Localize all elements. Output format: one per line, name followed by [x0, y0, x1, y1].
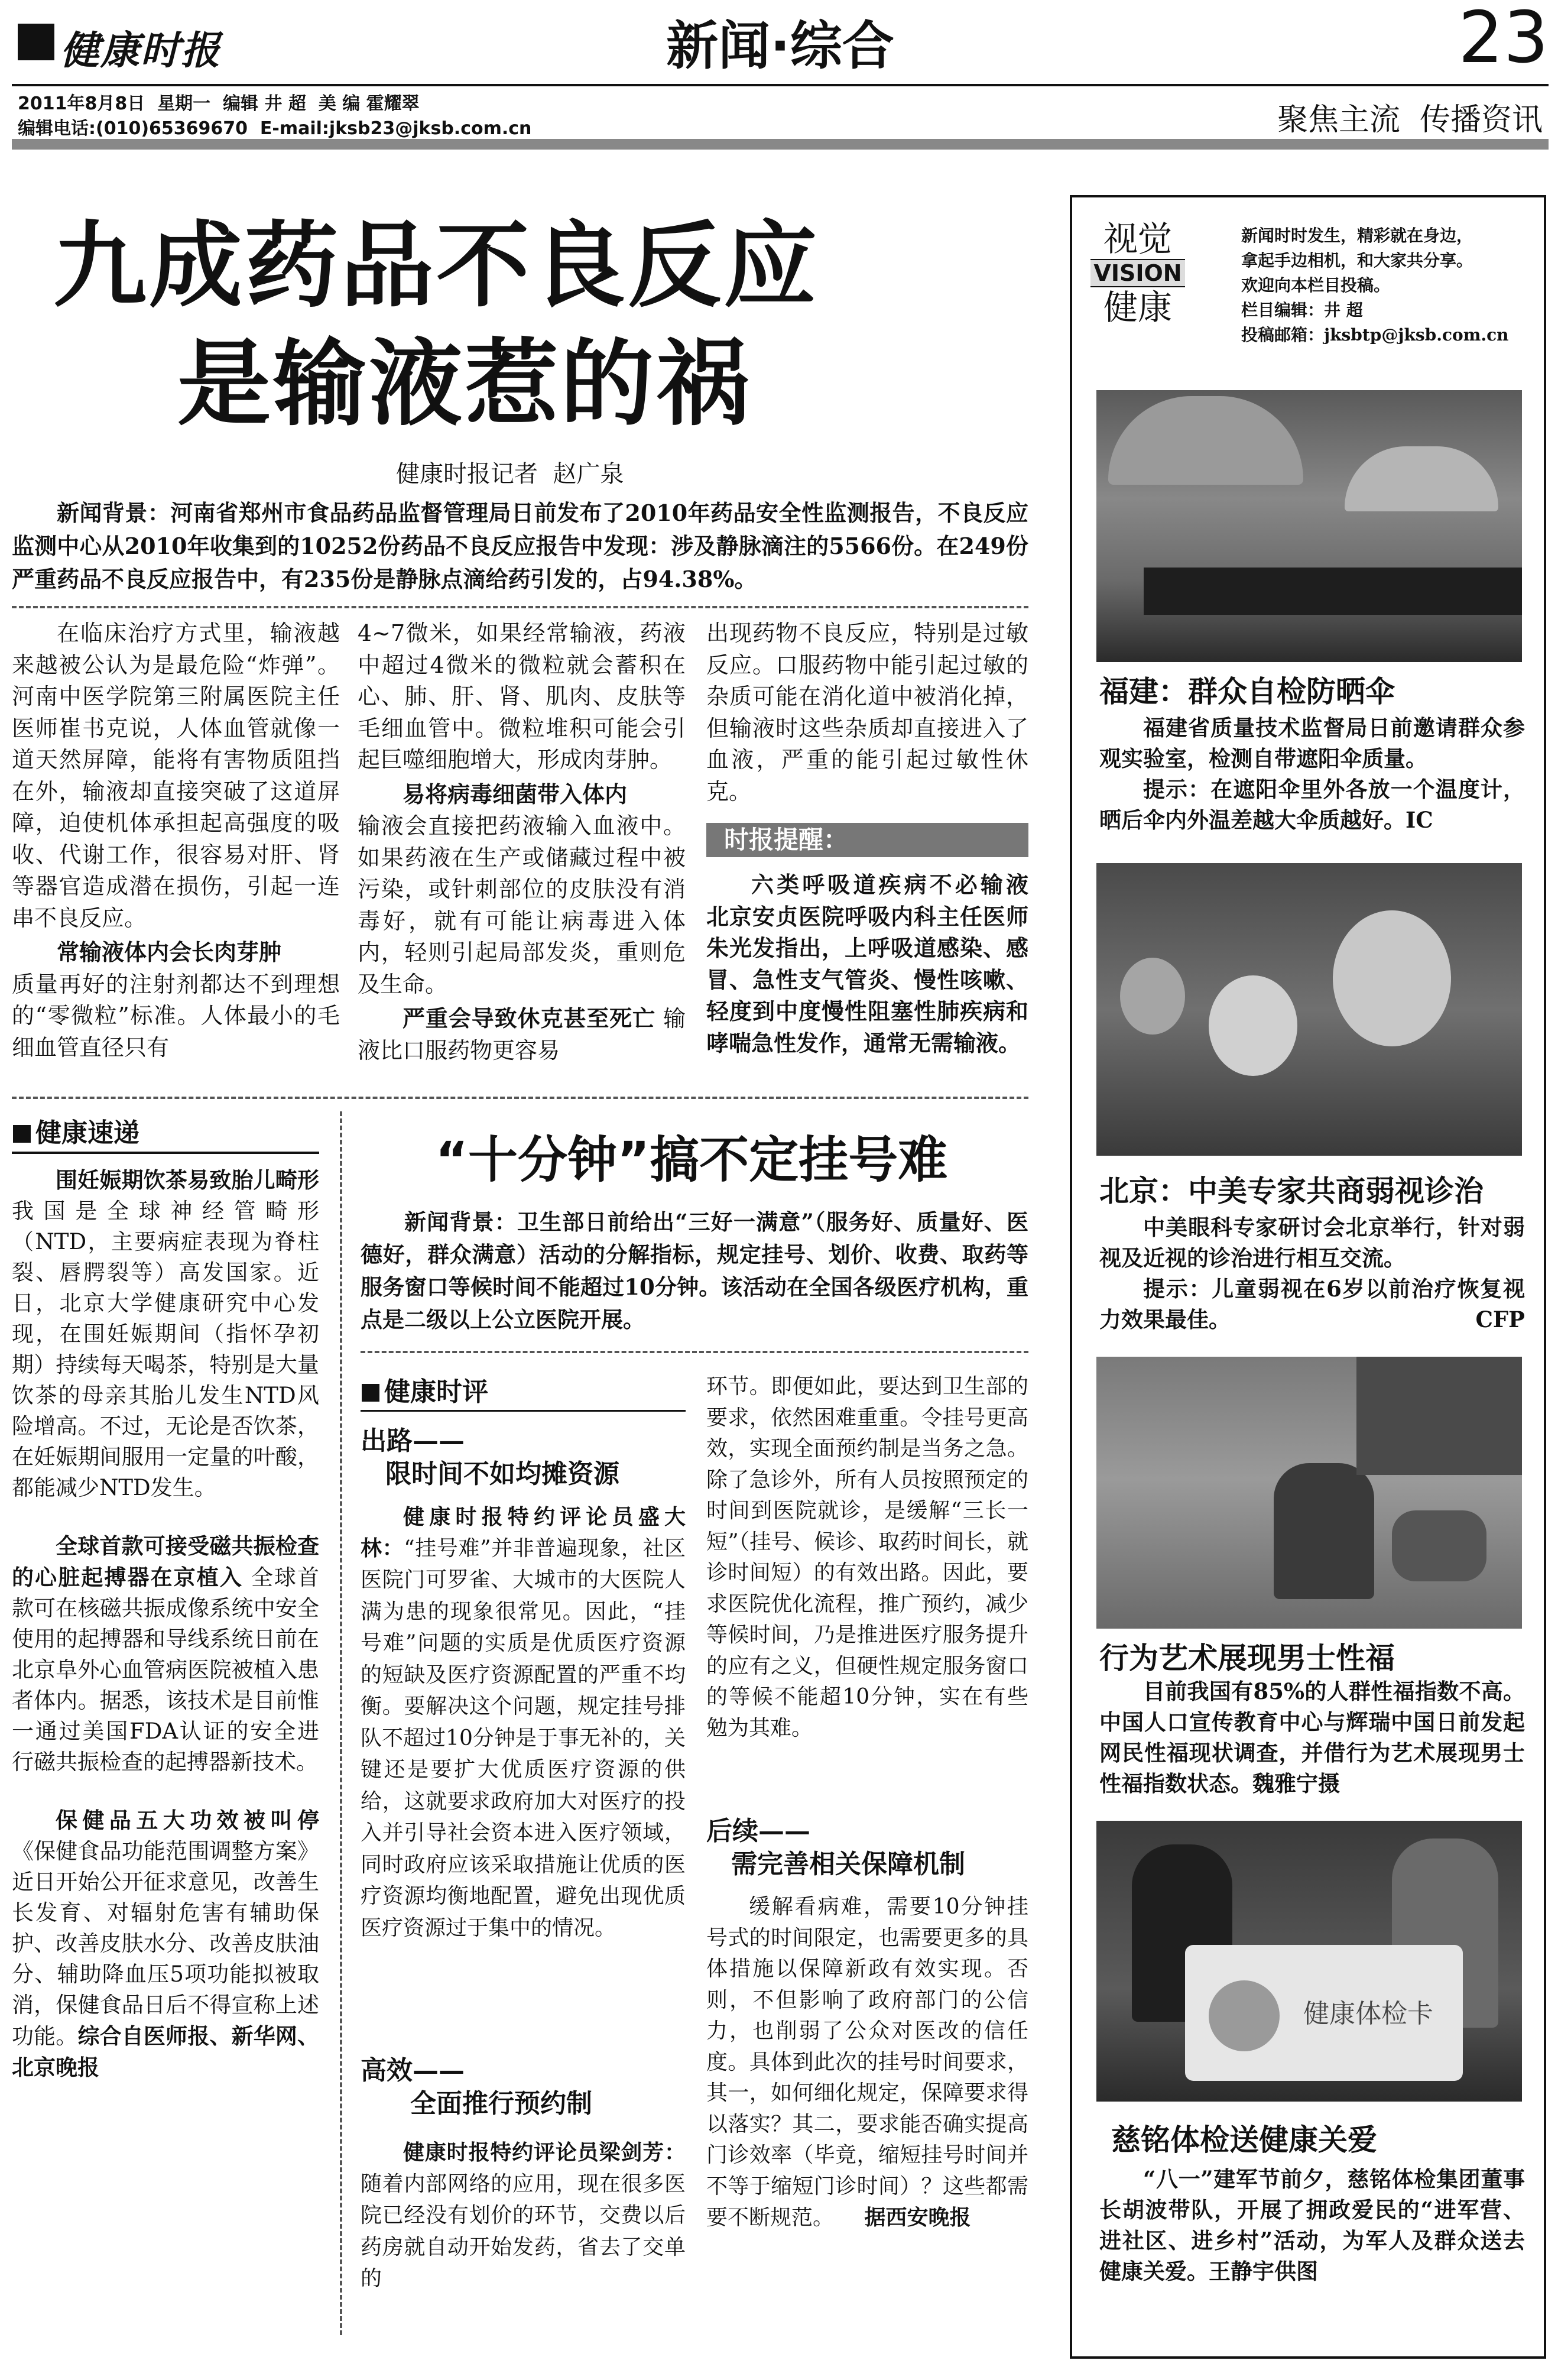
registration-column-1 — [361, 1502, 686, 1946]
sub1-heading-a: 出路—— — [361, 1426, 465, 1456]
performer-figure-2 — [1392, 1510, 1486, 1581]
photo4-credit: 王静宇供图 — [1209, 2258, 1318, 2284]
vision-title-en: VISION — [1090, 259, 1185, 287]
sub2-heading-b: 全面推行预约制 — [410, 2089, 592, 2119]
brief-item1-title: 围妊娠期饮茶易致胎儿畸形 — [56, 1167, 319, 1193]
registration-column-2b — [706, 1892, 1028, 2236]
lead-col1-para: 在临床治疗方式里，输液越来越被公认为是最危险“炸弹”。河南中医学院第三附属医院主任医师崔书克说，人体血管就像一道天然屏障，能将有害物质阻挡在外，输液却直接突破了这道屏障，迫使机体承担起高强度的吸收、代谢工作，很容易对肝、肾等器官造成潜在损伤，引起一连串不良反应。 — [12, 620, 340, 931]
vision-intro-4: 栏目编辑：井 超 — [1241, 300, 1363, 320]
lead-col2-subhead-2: 严重会导致休克甚至死亡 — [403, 1005, 655, 1032]
lead-headline-1: 九成药品不良反应 — [53, 212, 819, 320]
square-icon — [362, 1384, 379, 1402]
health-card-logo-icon — [1209, 1980, 1280, 2051]
photo1-caption — [1099, 712, 1525, 835]
vision-intro — [1241, 223, 1537, 348]
page-number: 23 — [1458, 0, 1549, 79]
contact-line: 编辑电话:(010)65369670 E-mail:jksb23@jksb.com.cn — [18, 118, 532, 139]
desk-shape — [1144, 568, 1522, 615]
registration-headline: “十分钟”搞不定挂号难 — [435, 1131, 948, 1189]
sub3-source: 据西安晚报 — [864, 2205, 971, 2230]
brief-item1-text: 我国是全球神经管畸形（NTD，主要病症表现为脊柱裂、唇腭裂等）高发国家。近日，北京大学健康研究中心发现，在围妊娠期间（指怀孕初期）持续每天喝茶，特别是大量饮茶的母亲其胎儿发生NTD风险增高。不过，无论是否饮茶，在妊娠期间服用一定量的叶酸，都能减少NTD发生。 — [12, 1198, 319, 1500]
lead-column-3 — [706, 618, 1028, 810]
photo-performance-art — [1096, 1357, 1522, 1629]
sub1-author: 健康时报特约评论员盛大林： — [361, 1504, 686, 1561]
photo2-title: 北京：中美专家共商弱视诊治 — [1099, 1174, 1484, 1208]
vision-title — [1090, 219, 1185, 328]
registration-background: 新闻背景：卫生部日前给出“三好一满意”（服务好、质量好、医德好，群众满意）活动的分解指标，规定挂号、划价、收费、取药等服务窗口等候时间不能超过10分钟。该活动在全国各级医疗机构，重点是二级以上公立医院开展。 — [361, 1209, 1028, 1332]
masthead-rule — [12, 84, 1549, 86]
umbrella-shape-2 — [1345, 446, 1498, 511]
health-brief-rule — [12, 1152, 319, 1154]
child-face — [1333, 910, 1451, 1046]
lead-bottom-divider — [12, 1097, 1028, 1099]
photo4-caption — [1099, 2164, 1525, 2287]
reminder-label: 时报提醒： — [706, 823, 1028, 857]
commentary-title: 健康时评 — [384, 1377, 488, 1407]
photo3-text: 目前我国有85%的人群性福指数不高。中国人口宣传教育中心与辉瑞中国日前发起网民性福现状调查，并借行为艺术展现男士性福指数状态。 — [1099, 1678, 1525, 1797]
child-face-3 — [1120, 958, 1185, 1035]
vision-intro-2: 拿起手边相机，和大家共分享。 — [1241, 251, 1473, 270]
lead-column-1 — [12, 618, 340, 1066]
sub2-text: 随着内部网络的应用，现在很多医院已经没有划价的环节，交费以后药房就自动开始发药，省去了交单的 — [361, 2171, 686, 2291]
performer-figure — [1274, 1463, 1374, 1599]
photo-health-card — [1096, 1821, 1522, 2102]
reminder-subhead: 六类呼吸道疾病不必输液 — [751, 871, 1028, 898]
brief-divider — [340, 1111, 342, 2335]
commentary-rule — [361, 1410, 686, 1412]
logo-icon — [18, 24, 54, 60]
sub2-heading-a: 高效—— — [361, 2055, 465, 2086]
section-title: 新闻·综合 — [666, 15, 894, 76]
health-card-label: 健康体检卡 — [1303, 1999, 1433, 2029]
photo1-title: 福建：群众自检防晒伞 — [1099, 675, 1395, 709]
umbrella-shape — [1108, 396, 1303, 485]
lead-background: 新闻背景：河南省郑州市食品药品监督管理局日前发布了2010年药品安全性监测报告，不良反应监测中心从2010年收集到的10252份药品不良反应报告中发现：涉及静脉滴注的5566份。在249份严重药品不良反应报告中，有235份是静脉点滴给药引发的，占94.38%。 — [12, 500, 1028, 592]
sub1-heading — [361, 1425, 619, 1491]
photo3-title: 行为艺术展现男士性福 — [1099, 1641, 1395, 1675]
reminder-text: 北京安贞医院呼吸内科主任医师朱光发指出，上呼吸道感染、感冒、急性支气管炎、慢性咳嗽、轻度到中度慢性阻塞性肺疾病和哮喘急性发作，通常无需输液。 — [706, 903, 1028, 1056]
lead-col2-subhead: 易将病毒细菌带入体内 — [403, 780, 628, 808]
photo-children-vision — [1096, 863, 1522, 1156]
sub3-heading — [706, 1815, 965, 1881]
brief-item2-text: 全球首款可在核磁共振成像系统中安全使用的起搏器和导线系统日前在北京阜外心血管病医院被植入患者体内。据悉，该技术是目前惟一通过美国FDA认证的安全进行磁共振检查的起搏器新技术。 — [12, 1565, 320, 1775]
photo2-credit: CFP — [1475, 1306, 1525, 1332]
lead-col2-para3: 输液比口服药物更容易 — [358, 1006, 686, 1063]
health-brief-header — [13, 1111, 139, 1149]
health-card — [1185, 1945, 1463, 2081]
lead-column-2 — [358, 618, 686, 1069]
reminder-box — [706, 869, 1028, 1061]
sub2-author: 健康时报特约评论员梁剑芳： — [403, 2140, 686, 2165]
lead-col2-para2: 输液会直接把药液输入血液中。如果药液在生产或储藏过程中被污染，或针刺部位的皮肤没有消毒好，就有可能让病毒进入体内，轻则引起局部发炎，重则危及生命。 — [358, 813, 686, 997]
brief-item3-source: 综合自医师报、新华网、北京晚报 — [12, 2023, 320, 2080]
lead-byline: 健康时报记者 赵广泉 — [396, 461, 624, 488]
vision-intro-3: 欢迎向本栏目投稿。 — [1241, 275, 1391, 295]
photo4-text: “八一”建军节前夕，慈铭体检集团董事长胡波带队，开展了拥政爱民的“进军营、进社区、进乡村”活动，为军人及群众送去健康关爱。 — [1099, 2166, 1525, 2284]
photo2-text: 中美眼科专家研讨会北京举行，针对弱视及近视的诊治进行相互交流。 — [1099, 1214, 1525, 1271]
photo-umbrella-test — [1096, 390, 1522, 662]
vision-intro-1: 新闻时时发生，精彩就在身边， — [1241, 226, 1473, 245]
sub2-heading — [361, 2054, 592, 2120]
sub3-text: 缓解看病难，需要10分钟挂号式的时间限定，也需要更多的具体措施以保障新政有效实现。否则，不但影响了政府部门的公信力，也削弱了公众对医改的信任度。具体到此次的挂号时间要求，其一，如何细化规定，保障要求得以落实？其二，要求能否确实提高门诊效率（毕竟，缩短挂号时间并不等于缩短门诊时间）？这些都需要不断规范。 — [706, 1895, 1028, 2230]
sub1-heading-b: 限时间不如均摊资源 — [385, 1459, 619, 1489]
photo2-tip: 提示：儿童弱视在6岁以前治疗恢复视力效果最佳。 — [1099, 1276, 1525, 1332]
photo3-caption — [1099, 1676, 1525, 1799]
lead-divider — [12, 606, 1028, 608]
brief-item3-title: 保健品五大功效被叫停 — [56, 1807, 319, 1833]
health-brief-title: 健康速递 — [35, 1118, 139, 1148]
lead-col1-para2: 质量再好的注射剂都达不到理想的“零微粒”标准。人体最小的毛细血管直径只有 — [12, 971, 340, 1061]
square-icon — [13, 1125, 31, 1143]
vision-title-cn-1: 视觉 — [1103, 219, 1172, 259]
child-face-2 — [1209, 975, 1297, 1076]
logo-text: 健康时报 — [60, 28, 221, 73]
commentary-header — [362, 1370, 488, 1408]
registration-divider — [361, 1351, 1028, 1353]
lead-col1-subhead: 常输液体内会长肉芽肿 — [57, 939, 282, 965]
sub3-heading-b: 需完善相关保障机制 — [731, 1849, 965, 1879]
slogan: 聚焦主流 传播资讯 — [1277, 102, 1543, 138]
lead-headline-2: 是输液惹的祸 — [177, 330, 752, 439]
date-line: 2011年8月8日 星期一 编辑 井 超 美 编 霍耀翠 — [18, 93, 420, 114]
photo1-tip: 提示：在遮阳伞里外各放一个温度计，晒后伞内外温差越大伞质越好。IC — [1099, 776, 1525, 833]
photo3-credit: 魏雅宁摄 — [1252, 1771, 1340, 1797]
sub1-text: “挂号难”并非普遍现象，社区医院门可罗雀、大城市的大医院人满为患的现象很常见。因此，“挂号难”问题的实质是优质医疗资源的短缺及医疗资源配置的严重不均衡。要解决这个问题，规定挂号排队不超过10分钟是于事无补的，关键还是要扩大优质医疗资源的供给，这就要求政府加大对医疗的投入并引导社会资本进入医疗领域，同时政府应该采取措施让优质的医疗资源均衡地配置，避免出现优质医疗资源过于集中的情况。 — [361, 1536, 686, 1940]
photo1-text: 福建省质量技术监督局日前邀请群众参观实验室，检测自带遮阳伞质量。 — [1099, 715, 1525, 771]
vision-title-cn-2: 健康 — [1103, 287, 1172, 328]
lead-col2-para: 4~7微米，如果经常输液，药液中超过4微米的微粒就会蓄积在心、肺、肝、肾、肌肉、皮肤等毛细血管中。微粒堆积可能会引起巨噬细胞增大，形成肉芽肿。 — [358, 620, 686, 773]
staircase-shape — [1356, 1357, 1522, 1475]
brief-item3-text: 《保健食品功能范围调整方案》近日开始公开征求意见，改善生长发育、对辐射危害有辅助保护、改善皮肤水分、改善皮肤油分、辅助降血压5项功能拟被取消，保健食品日后不得宣称上述功能。 — [12, 1838, 319, 2049]
header-band — [12, 139, 1549, 150]
health-brief-column — [12, 1165, 319, 2086]
registration-column-1b — [361, 2137, 686, 2297]
col2-text: 环节。即便如此，要达到卫生部的要求，依然困难重重。令挂号更高效，实现全面预约制是当务之急。除了急诊外，所有人员按照预定的时间到医院就诊，是缓解“三长一短”（挂号、候诊、取药时间长，就诊时间短）的有效出路。因此，要求医院优化流程，推广预约，减少等候时间，乃是推进医疗服务提升的应有之义，但硬性规定服务窗口的等候不能超10分钟，实在有些勉为其难。 — [706, 1374, 1028, 1740]
vision-intro-5: 投稿邮箱：jksbtp@jksb.com.cn — [1241, 325, 1509, 345]
photo4-title: 慈铭体检送健康关爱 — [1111, 2123, 1377, 2157]
lead-col3-para: 出现药物不良反应，特别是过敏反应。口服药物中能引起过敏的杂质可能在消化道中被消化掉，但输液时这些杂质却直接进入了血液，严重的能引起过敏性休克。 — [706, 620, 1028, 805]
brief-item2-title: 全球首款可接受磁共振检查的心脏起搏器在京植入 — [12, 1533, 319, 1590]
photo2-caption — [1099, 1212, 1525, 1335]
sub3-heading-a: 后续—— — [706, 1816, 810, 1846]
logo — [18, 18, 266, 71]
registration-column-2 — [706, 1371, 1028, 1746]
